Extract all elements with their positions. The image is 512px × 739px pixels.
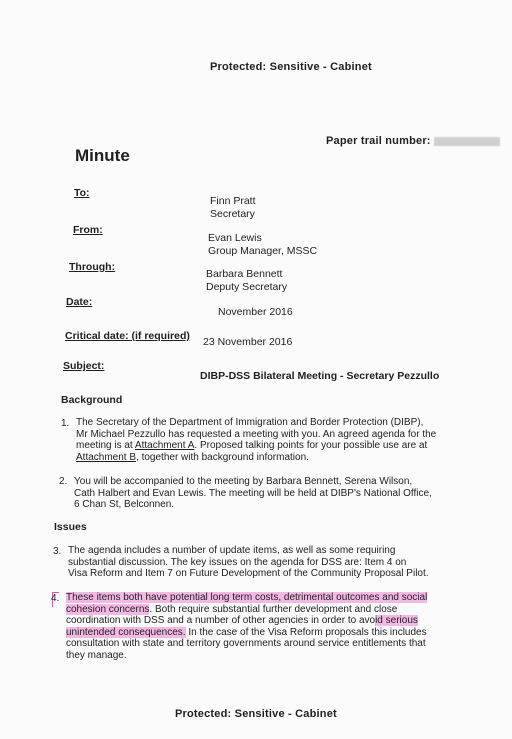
to-name: Finn Pratt <box>210 195 256 207</box>
para-2 <box>74 476 474 511</box>
para-3-line: Visa Reform and Item 7 on Future Development of the Community Proposal Pilot. <box>68 568 429 580</box>
date-value: November 2016 <box>218 306 293 318</box>
through-value <box>206 268 287 294</box>
header-classification: Protected: Sensitive - Cabinet <box>210 61 372 73</box>
para-1-line: Attachment B, together with background information. <box>76 451 309 463</box>
from-value <box>208 232 317 258</box>
through-title: Deputy Secretary <box>206 281 288 293</box>
issues-heading: Issues <box>54 521 87 533</box>
attachment-a-link[interactable]: Attachment A <box>134 440 195 452</box>
redacted-number <box>434 137 500 146</box>
from-label: From: <box>73 224 103 236</box>
para-2-number: 2. <box>59 476 68 487</box>
para-2-line: You will be accompanied to the meeting by Barbara Bennett, Serena Wilson, <box>74 476 413 487</box>
through-label: Through: <box>69 261 116 273</box>
to-value <box>210 195 256 221</box>
para-4-line: they manage. <box>66 649 127 661</box>
para-4-line <box>66 592 486 604</box>
para-1-line: meeting is at Attachment A. Proposed talking points for your possible use are at <box>76 440 428 452</box>
para-3-line: The agenda includes a number of update items, as well as some requiring <box>68 545 396 556</box>
critical-date-label: Critical date: (if required) <box>65 330 190 342</box>
para-1 <box>76 417 476 463</box>
attachment-b-link[interactable]: Attachment B <box>76 451 137 463</box>
through-name: Barbara Bennett <box>206 268 283 280</box>
para-4 <box>66 592 486 662</box>
para-3-line: substantial discussion. The key issues on the agenda for DSS are: Item 4 on <box>68 556 407 568</box>
para-1-line: The Secretary of the Department of Immigration and Border Protection (DIBP), <box>76 417 424 428</box>
para-4-line: consultation with state and territory governments around service entitlements that <box>66 638 426 650</box>
background-heading: Background <box>61 394 123 406</box>
highlighted-text: cohesion concerns <box>66 603 150 615</box>
para-4-line: cohesion concerns. Both require substantial further development and close <box>66 603 398 615</box>
para-3 <box>68 545 478 580</box>
paper-trail <box>326 135 500 147</box>
to-title: Secretary <box>210 208 255 220</box>
footer-classification: Protected: Sensitive - Cabinet <box>175 708 337 720</box>
para-1-number: 1. <box>61 418 70 429</box>
highlighted-text: unintended consequences. <box>66 626 186 638</box>
date-label: Date: <box>66 296 93 308</box>
highlighted-text: id serious <box>375 615 418 627</box>
page-title: Minute <box>75 146 130 165</box>
critical-date-value: 23 November 2016 <box>203 336 293 348</box>
para-4-line: coordination with DSS and a number of other agencies in order to avoid serious <box>66 615 418 627</box>
para-1-line: Mr Michael Pezzullo has requested a meeting with you. An agreed agenda for the <box>76 428 437 440</box>
para-2-line: 6 Chan St, Belconnen. <box>74 499 175 511</box>
para-3-number: 3. <box>53 546 62 557</box>
from-name: Evan Lewis <box>208 232 262 244</box>
para-2-line: Cath Halbert and Evan Lewis. The meeting will be held at DIBP's National Office, <box>74 487 432 499</box>
para-4-line: unintended consequences. In the case of the Visa Reform proposals this includes <box>66 626 427 638</box>
subject-value: DIBP-DSS Bilateral Meeting - Secretary Pezzullo <box>200 370 440 382</box>
para-4-number: 4. <box>51 593 60 604</box>
from-title: Group Manager, MSSC <box>208 245 318 257</box>
highlighted-text: These items both have potential long term costs, detrimental outcomes and social <box>66 592 428 603</box>
subject-label: Subject: <box>63 360 105 372</box>
to-label: To: <box>74 187 90 199</box>
paper-trail-label: Paper trail number: <box>326 135 431 147</box>
